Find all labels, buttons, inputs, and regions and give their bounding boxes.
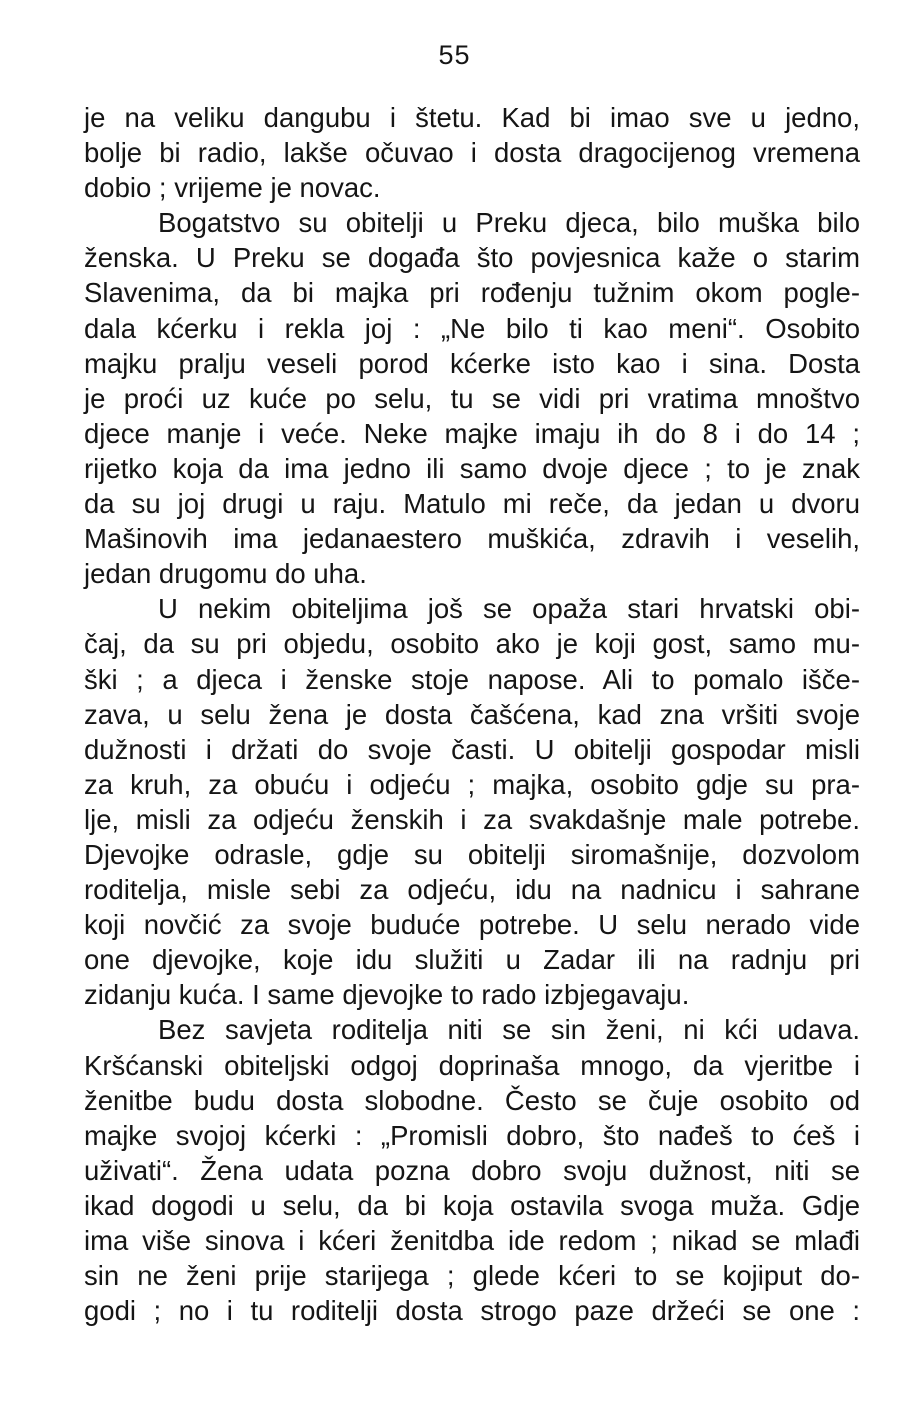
text-line: Djevojke odrasle, gdje su obitelji siromašnije, dozvolom (84, 838, 860, 870)
text-line: je na veliku dangubu i štetu. Kad bi imao sve u jedno, (84, 102, 860, 133)
text-line: ški ; a djeca i ženske stoje napose. Ali to pomalo išče- (84, 663, 860, 695)
text-line: rijetko koja da ima jedno ili samo dvoje djece ; to je znak (84, 452, 860, 484)
text-line: roditelja, misle sebi za odjeću, idu na nadnicu i sahrane (84, 874, 860, 906)
text-line: Bez savjeta roditelja niti se sin ženi, ni kći udava. (158, 1014, 860, 1046)
text-line: one djevojke, koje idu služiti u Zadar ili na radnju pri (84, 944, 860, 976)
text-line: dobio ; vrijeme je novac. (84, 172, 381, 204)
text-line: ima više sinova i kćeri ženitdba ide redom ; nikad se mlađi (84, 1225, 860, 1256)
text-line: je proći uz kuće po selu, tu se vidi pri vratima mnoštvo (84, 382, 860, 414)
text-line: čaj, da su pri objedu, osobito ako je koji gost, samo mu- (84, 628, 860, 660)
text-line: zava, u selu žena je dosta čašćena, kad zna vršiti svoje (84, 698, 860, 730)
text-line: godi ; no i tu roditelji dosta strogo paze držeći se one : (84, 1295, 860, 1327)
body-text (84, 100, 860, 1328)
text-line: Slavenima, da bi majka pri rođenju tužnim okom pogle- (84, 277, 860, 309)
text-line: za kruh, za obuću i odjeću ; majka, osobito gdje su pra- (84, 768, 860, 800)
text-line: jedan drugomu do uha. (84, 558, 367, 590)
text-line: dužnosti i držati do svoje časti. U obitelji gospodar misli (84, 733, 860, 765)
text-line: sin ne ženi prije starijega ; glede kćeri to se kojiput do- (84, 1260, 860, 1292)
text-line: majku pralju veseli porod kćerke isto kao i sina. Dosta (84, 347, 860, 379)
text-line: koji novčić za svoje buduće potrebe. U selu nerado vide (84, 909, 860, 941)
text-line: ženska. U Preku se događa što povjesnica kaže o starim (84, 242, 860, 274)
text-line: da su joj drugi u raju. Matulo mi reče, da jedan u dvoru (84, 488, 860, 520)
text-line: dala kćerku i rekla joj : „Ne bilo ti kao meni“. Osobito (84, 312, 860, 344)
page-number: 55 (438, 40, 471, 70)
text-line: bolje bi radio, lakše očuvao i dosta dragocijenog vremena (84, 137, 860, 169)
text-line: zidanju kuća. I same djevojke to rado izbjegavaju. (84, 979, 690, 1011)
text-line: U nekim obiteljima još se opaža stari hrvatski obi- (158, 593, 860, 625)
text-line: ženitbe budu dosta slobodne. Često se čuje osobito od (84, 1084, 860, 1116)
text-line: ikad dogodi u selu, da bi koja ostavila svoga muža. Gdje (84, 1189, 860, 1221)
text-line: lje, misli za odjeću ženskih i za svakdašnje male potrebe. (84, 803, 860, 835)
text-line: djece manje i veće. Neke majke imaju ih do 8 i do 14 ; (84, 417, 860, 449)
text-line: Kršćanski obiteljski odgoj doprinaša mnogo, da vjeritbe i (84, 1049, 860, 1081)
text-line: Bogatstvo su obitelji u Preku djeca, bilo muška bilo (158, 207, 860, 239)
text-line: uživati“. Žena udata pozna dobro svoju dužnost, niti se (84, 1154, 860, 1186)
text-line: Mašinovih ima jedanaestero muškića, zdravih i veselih, (84, 523, 860, 555)
text-line: majke svojoj kćerki : „Promisli dobro, što nađeš to ćeš i (84, 1119, 860, 1151)
